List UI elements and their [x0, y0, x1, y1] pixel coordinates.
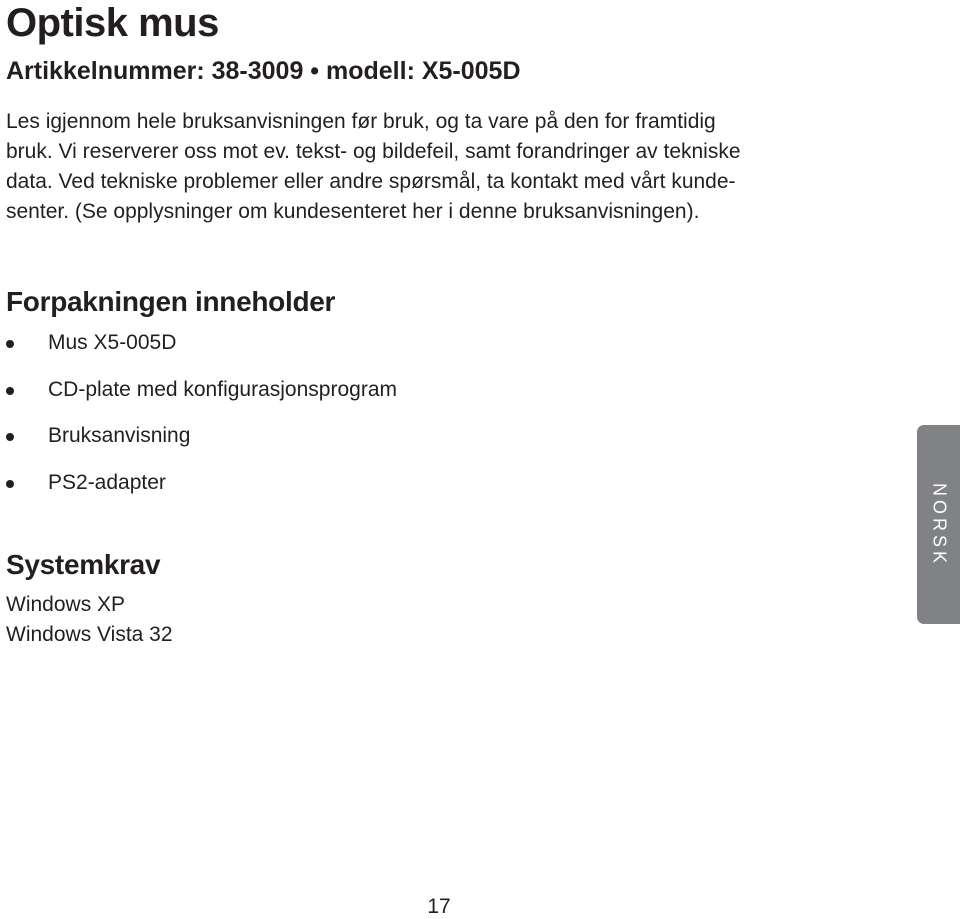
list-item: [0, 373, 397, 420]
requirement-item: Windows XP: [6, 593, 126, 616]
requirement-item: Windows Vista 32: [6, 623, 173, 646]
language-tab-label: NORSK: [929, 482, 949, 567]
bullet-icon: [6, 387, 14, 395]
bullet-icon: [6, 340, 14, 348]
list-item-label: Bruksanvisning: [48, 424, 191, 447]
list-item: [0, 466, 397, 513]
system-requirements-list: [6, 590, 173, 650]
intro-line: Les igjennom hele bruksanvisningen før bruk, og ta vare på den for framtidig: [6, 110, 716, 133]
list-item-label: CD-plate med konfigurasjonsprogram: [48, 377, 397, 401]
intro-line: senter. (Se opplysninger om kundesenteret her i denne bruksanvisningen).: [6, 200, 700, 223]
bullet-icon: [6, 480, 14, 488]
system-requirements-heading: Systemkrav: [6, 549, 161, 580]
list-item: [0, 419, 397, 466]
list-item: [0, 326, 397, 373]
intro-paragraph: [6, 107, 876, 227]
intro-line: data. Ved tekniske problemer eller andre spørsmål, ta kontakt med vårt kunde-: [6, 170, 736, 193]
bullet-icon: [6, 433, 14, 441]
article-number-subtitle: Artikkelnummer: 38-3009 • modell: X5-005D: [6, 57, 521, 85]
language-tab: [917, 425, 960, 624]
page-number: 17: [427, 895, 451, 918]
intro-line: bruk. Vi reserverer oss mot ev. tekst- og bildefeil, samt forandringer av tekniske: [6, 140, 741, 163]
package-contents-list: [0, 326, 397, 512]
page-title: Optisk mus: [6, 1, 219, 45]
list-item-label: Mus X5-005D: [48, 331, 177, 354]
list-item-label: PS2-adapter: [48, 470, 166, 494]
package-contents-heading: Forpakningen inneholder: [6, 286, 336, 317]
